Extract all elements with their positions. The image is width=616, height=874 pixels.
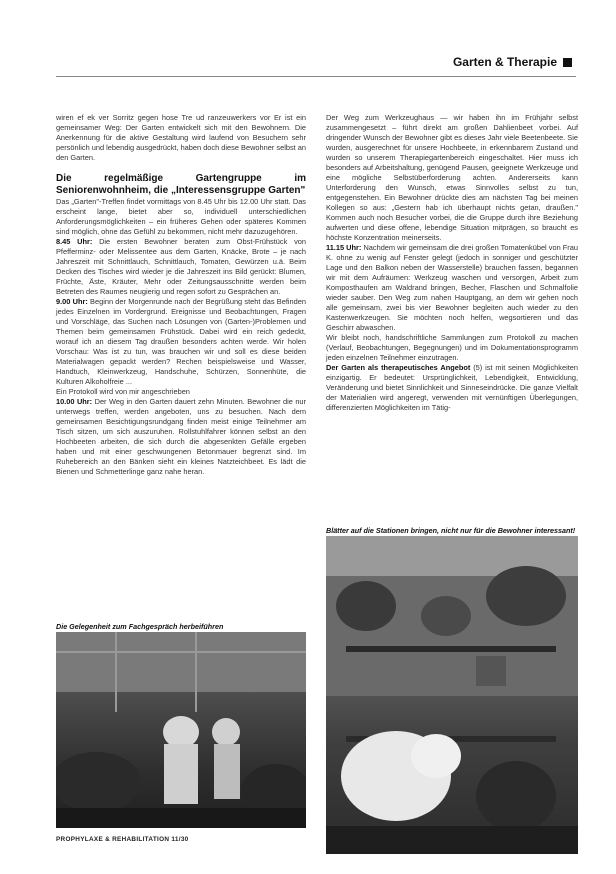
paragraph-text: Beginn der Morgenrunde nach der Begrüßung steht das Befinden jedes Einzelnen im Vordergrund. Ereignisse und Beobachtungen, Fragen und Vorschläge, das Suchen nach Lösungen von (Garten-)Problemen und Themen beim gemeinsamen Frühstück. Dabei wird ein reich gedeckt, worauf ich an diesem Tag draußen besonders achten werde. Wir holen Vorschau: Was ist zu tun, was brauchen wir und soll es diese beiden Materialwagen gepackt werden? Rechen beispielsweise und Wasser, Handtuch, Kleinwerkzeug, Handschuhe, Schürzen, Sonnenhüte, die Kulturen Alkoholfreie ... [56,297,306,386]
paragraph: Wir bleibt noch, handschriftliche Sammlungen zum Protokoll zu machen (Verlauf, Beobachtungen, Begegnungen) und im Dokumentationsprogramm jeden einzelnen Teilnehmer einzutragen. [326,333,578,362]
paragraph [326,243,578,333]
paragraph [326,363,578,413]
header-rule [56,76,576,77]
photo-illustration [326,536,578,854]
paragraph [56,397,306,477]
section-heading: Die regelmäßige Gartengruppe im Seniorenwohnheim, die „Interessensgruppe Garten" [56,173,306,196]
column-left [56,113,306,477]
bold-lead: Der Garten als therapeutisches Angebot [326,363,471,372]
paragraph-text: Die ersten Bewohner beraten zum Obst-Frühstück von Pfefferminz- oder Melissentee aus dem Garten, Knäcke, Brote – je nach Jahreszeit mit Schnittlauch, Schnittlauch, Tomaten, Gewürzen u.ä. Beim Decken des Tisches wird wieder je die Jahreszeit ins Bild gerückt: Blumen, Früchte, Äste, Kräuter, Mehr oder Zeitungsausschnitte werden beim Betreten des Raumes neugierig und regen sofort zu Gesprächen an. [56,237,306,296]
photo-caption: Blätter auf die Stationen bringen, nicht nur für die Bewohner interessant! [326,526,576,535]
paragraph [56,297,306,387]
time-label: 8.45 Uhr: [56,237,93,246]
plant-trolley-cat-photo [326,536,578,854]
paragraph-text: Der Weg in den Garten dauert zehn Minuten. Bewohner die nur unterwegs treffen, werden angeboten, uns zu besuchen. Nach dem gemeinsamen Besichtigungsrundgang finden meist einige Teilnehmer am Tisch sitzen, um sich auszuruhen. Rollstuhlfahrer können selbst an den Hochbeeten arbeiten, die sich durch die abgesenkten Gefälle ergeben haben und mit einer geschwungenen Betonmauer begrenzt sind. Im Ruhebereich an den Bänken sieht ein kleines Natzteichbeet. Es lädt die Bienen und Schmetterlinge ganz nahe heran. [56,397,306,476]
column-right [326,113,578,413]
paragraph [56,237,306,297]
paragraph: Ein Protokoll wird von mir angeschrieben [56,387,190,396]
photo-illustration [56,632,306,828]
section-title: Garten & Therapie [452,55,557,69]
paragraph: Der Weg zum Werkzeughaus — wir haben ihn im Frühjahr selbst zusammengesetzt – führt direkt am großen Dahlienbeet vorbei. Auf dringender Wunsch der Bewohner gibt es dieses Jahr viele Beetenbeete. Sie wurden, ausgerechnet für unsere Hochbeete, in erkennbarem Zustand und wurden so unserem Therapiegartenbereich eingeschaltet. Hier muss ich besonders auf Arbeitshaltung, genügend Pausen, geeignete Werkzeuge und eine mögliche Selbstüberforderung achten. Andererseits kann Unterforderung den Wunsch, etwas Sinnvolles selbst zu tun, entgegenstehen. Ein Bewohner drückte dies am nächsten Tag bei meinen Kollegen so aus: „Gestern hab ich überhaupt nichts getan, draußen." Kommen auch noch Besucher vorbei, die die Gruppe durch ihre Beziehung aufwerten und diese offene, lebendige Situation mitprägen, so braucht es höchste Konzentration meinerseits. [326,113,578,242]
paragraph-text: Nachdem wir gemeinsam die drei großen Tomatenkübel von Frau K. ohne zu wenig auf Fenster gelegt (jedoch in sonniger und geschützter Lage und den Balkon neben der Wasserstelle) brauchen fassen, begannen wir mit dem Aufräumen: Werkzeug waschen und versorgen, Arbeit zum Komposthaufen am Waldrand bringen, Becher, Flaschen und Schmalfolie wieder sauber. Den Weg zum nahen Hauptgang, an dem wir gehen noch alle gemeinsam, zwei bis vier Bewohner begleiten auch wieder zu den Kastenwerkzeugen. Sie möchten noch helfen, wegsortieren und das Geschirr abwaschen. [326,243,578,332]
square-icon [563,58,572,67]
greenhouse-workers-photo [56,632,306,828]
time-label: 9.00 Uhr: [56,297,88,306]
intro-paragraph: wiren ef ek ver Sorritz gegen hose Tre ud ranzeuwerkers vor Er ist ein gemeinsamer Weg: Der Garten entwickelt sich mit den Bewohnern. Die Anerkennung für die aktive Gestaltung wird laufend von Besuchern sehr persönlich und lebendig ausgedrückt, haben doch diese Bewohner selbst an den Garten. [56,113,306,162]
time-label: 10.00 Uhr: [56,397,93,406]
paragraph: Das „Garten"-Treffen findet vormittags von 8.45 Uhr bis 12.00 Uhr statt. Das erscheint lange, bietet aber so, individuell unterschiedlichen Anforderungsmöglichkeiten – ein früheres Gehen oder späteres Kommen sind möglich, ohne das Gefühl zu bekommen, nicht mehr dazuzugehören. [56,197,306,236]
time-label: 11.15 Uhr: [326,243,362,252]
page-footer: PROPHYLAXE & REHABILITATION 11/30 [56,836,189,843]
paragraph-text: (5) ist mit seinen Möglichkeiten einzigartig. Er bedeutet: Ursprünglichkeit, Lebendigkeit, Entwicklung, Veränderung und bietet Sinnlichkeit und Sinneseindrücke. Die ganze Vielfalt der Materialien wird angeregt, verwenden mit vernünftigen Überlegungen, differenzierten Möglichkeiten im Tätig- [326,363,578,412]
photo-caption: Die Gelegenheit zum Fachgespräch herbeiführen [56,622,224,631]
section-header [453,55,572,69]
